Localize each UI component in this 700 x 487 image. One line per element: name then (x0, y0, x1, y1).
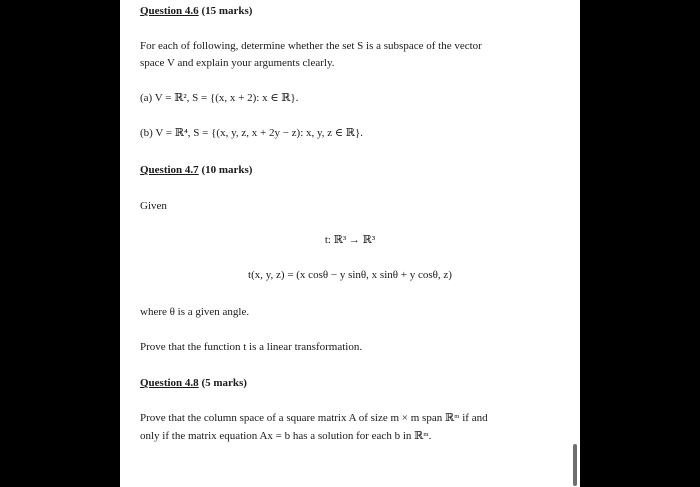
question-4-7-heading (140, 163, 252, 177)
question-4-7-marks: (10 marks) (198, 164, 253, 176)
question-4-7-map: t: ℝ³ → ℝ³ (324, 234, 376, 246)
question-4-8-line1: Prove that the column space of a square matrix A of size m × m span ℝᵐ if and (140, 412, 488, 424)
document-page (120, 0, 580, 487)
question-4-7-given: Given (140, 200, 167, 212)
vertical-scrollbar[interactable] (573, 444, 577, 486)
question-4-6-intro-line1: For each of following, determine whether the set S is a subspace of the vector (140, 40, 482, 52)
question-4-8-number: Question 4.8 (140, 377, 199, 389)
question-4-6-heading (140, 4, 252, 18)
home-indicator-bar[interactable] (257, 479, 443, 483)
question-4-8-line2: only if the matrix equation Ax = b has a solution for each b in ℝᵐ. (140, 430, 432, 442)
question-4-8-marks: (5 marks) (198, 377, 247, 389)
question-4-8-heading (140, 376, 247, 390)
question-4-6-part-a: (a) V = ℝ², S = {(x, x + 2): x ∈ ℝ}. (140, 92, 299, 104)
question-4-7-number: Question 4.7 (140, 164, 199, 176)
question-4-7-prove: Prove that the function t is a linear transformation. (140, 341, 363, 353)
question-4-7-where: where θ is a given angle. (140, 306, 250, 318)
question-4-6-part-b: (b) V = ℝ⁴, S = {(x, y, z, x + 2y − z): x, y, z ∈ ℝ}. (140, 127, 363, 139)
question-4-6-marks: (15 marks) (198, 5, 253, 17)
question-4-7-formula: t(x, y, z) = (x cosθ − y sinθ, x sinθ + y cosθ, z) (248, 269, 452, 281)
question-4-6-number: Question 4.6 (140, 5, 199, 17)
question-4-6-intro-line2: space V and explain your arguments clearly. (140, 57, 335, 69)
